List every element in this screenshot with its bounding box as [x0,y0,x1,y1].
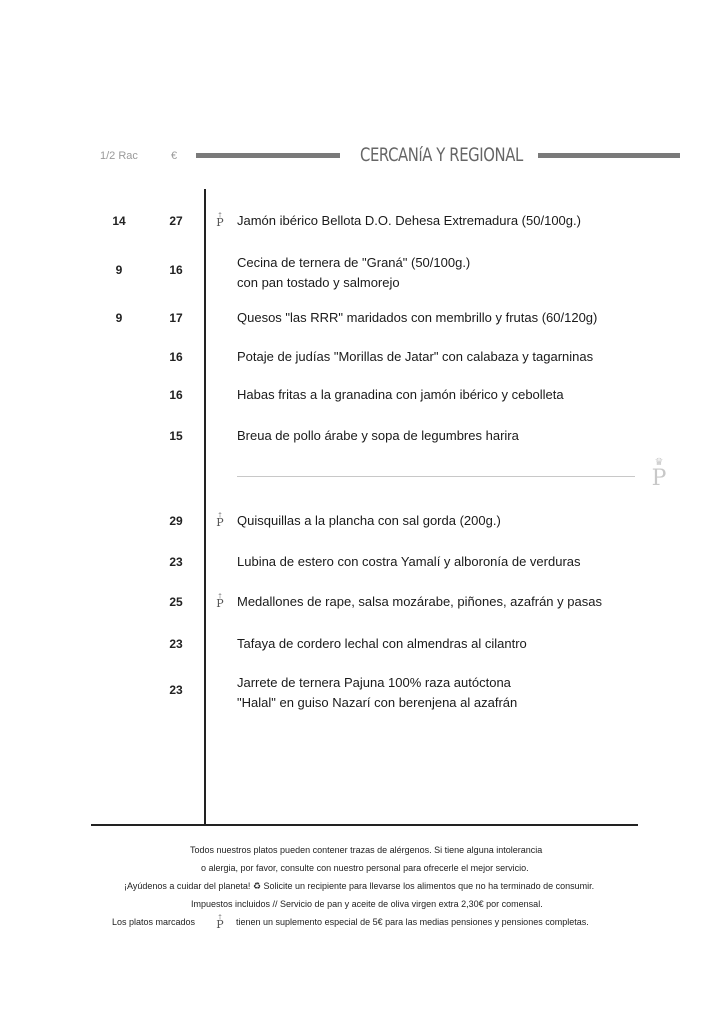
column-divider [204,189,206,825]
full-ration-price: 16 [169,263,183,277]
half-ration-price: 9 [115,263,123,277]
full-ration-price: 23 [169,683,183,697]
dish-name: Quisquillas a la plancha con sal gorda (200g.) [237,513,501,528]
full-ration-price: 23 [169,637,183,651]
footer-divider [91,824,638,826]
p-mark-icon: † P [215,213,225,228]
supplement-notice-prefix: Los platos marcados [112,917,196,927]
recycle-notice: ¡Ayúdenos a cuidar del planeta! ♻ Solicite un recipiente para llevarse los alimentos que no ha terminado de consumir. [124,881,595,891]
dish-name: Lubina de estero con costra Yamalí y alboronía de verduras [237,554,581,569]
allergen-notice-line-1: Todos nuestros platos pueden contener trazas de alérgenos. Si tiene alguna intolerancia [190,845,543,855]
dish-name: Breua de pollo árabe y sopa de legumbres harira [237,428,519,443]
full-ration-price: 27 [169,214,183,228]
dish-name: Tafaya de cordero lechal con almendras al cilantro [237,636,527,651]
section-title: CERCANíA Y REGIONAL [360,144,523,166]
section-separator [237,476,635,477]
allergen-notice-line-2: o alergia, por favor, consulte con nuestro personal para ofrecerle el mejor servicio. [201,863,529,873]
tax-bread-notice: Impuestos incluidos // Servicio de pan y aceite de oliva virgen extra 2,30€ por comensal. [191,899,543,909]
p-mark-icon: † P [215,513,225,528]
restaurant-logo [648,458,670,490]
dish-name: Jamón ibérico Bellota D.O. Dehesa Extremadura (50/100g.) [237,213,581,228]
full-ration-price: 17 [169,311,183,325]
crown-icon: ♛ [654,457,664,468]
price-column-label: € [171,150,178,162]
header-bar-left [196,153,340,158]
supplement-notice-suffix: tienen un suplemento especial de 5€ para las medias pensiones y pensiones completas. [236,917,589,927]
p-mark-icon: † P [215,594,225,609]
full-ration-price: 25 [169,595,183,609]
full-ration-price: 16 [169,388,183,402]
dish-name: con pan tostado y salmorejo [237,275,400,290]
logo-letter: P [651,466,667,491]
dish-name: Potaje de judías "Morillas de Jatar" con calabaza y tagarninas [237,349,594,364]
full-ration-price: 16 [169,350,183,364]
full-ration-price: 15 [169,429,183,443]
dish-name: Habas fritas a la granadina con jamón ibérico y cebolleta [237,387,564,402]
full-ration-price: 29 [169,514,183,528]
dish-name: Jarrete de ternera Pajuna 100% raza autóctona [237,675,511,690]
dish-name: "Halal" en guiso Nazarí con berenjena al azafrán [237,695,518,710]
dish-name: Quesos "las RRR" maridados con membrillo y frutas (60/120g) [237,310,598,325]
dish-name: Cecina de ternera de "Graná" (50/100g.) [237,255,471,270]
header-bar-right [538,153,680,158]
half-ration-column-label: 1/2 Rac [100,150,138,162]
half-ration-price: 9 [115,311,123,325]
full-ration-price: 23 [169,555,183,569]
dish-name: Medallones de rape, salsa mozárabe, piñones, azafrán y pasas [237,594,602,609]
half-ration-price: 14 [112,214,126,228]
p-mark-icon: † P [215,915,225,930]
